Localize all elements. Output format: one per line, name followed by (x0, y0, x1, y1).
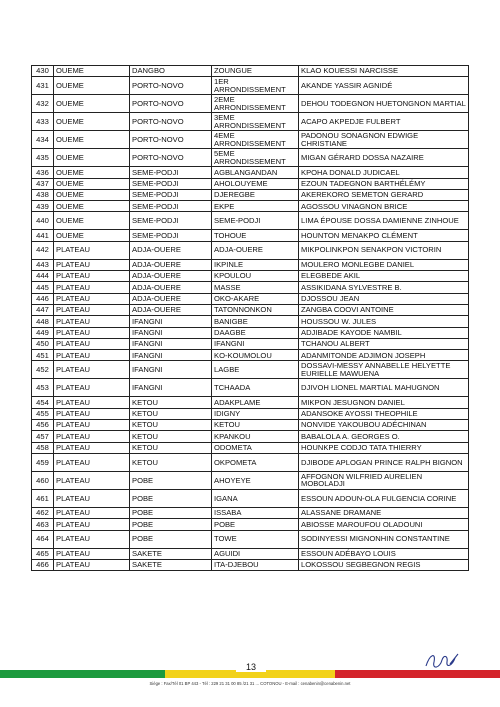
person-name: MIGAN GÉRARD DOSSA NAZAIRE (299, 149, 469, 167)
table-row (32, 304, 469, 315)
arrondissement: ADAKPLAME (212, 397, 299, 408)
department: PLATEAU (54, 471, 130, 489)
table-body (32, 66, 469, 571)
department: PLATEAU (54, 397, 130, 408)
department: PLATEAU (54, 507, 130, 518)
table-row (32, 530, 469, 548)
department: OUEME (54, 77, 130, 95)
row-number: 443 (32, 259, 54, 270)
person-name: MIKPON JESUGNON DANIEL (299, 397, 469, 408)
commune: IFANGNI (130, 338, 212, 349)
person-name: LIMA ÉPOUSE DOSSA DAMIENNE ZINHOUE (299, 212, 469, 230)
arrondissement: POBE (212, 519, 299, 530)
commune: PORTO-NOVO (130, 77, 212, 95)
row-number: 450 (32, 338, 54, 349)
department: PLATEAU (54, 442, 130, 453)
arrondissement: 3EME ARRONDISSEMENT (212, 113, 299, 131)
page-number: 13 (236, 662, 266, 672)
department: PLATEAU (54, 293, 130, 304)
stripe-green (0, 670, 165, 678)
department: PLATEAU (54, 453, 130, 471)
row-number: 449 (32, 327, 54, 338)
arrondissement: 5EME ARRONDISSEMENT (212, 149, 299, 167)
row-number: 458 (32, 442, 54, 453)
department: PLATEAU (54, 431, 130, 442)
row-number: 451 (32, 350, 54, 361)
person-name: ALASSANE DRAMANE (299, 507, 469, 518)
commune: SEME-PODJI (130, 178, 212, 189)
results-table (31, 65, 469, 571)
table-row (32, 361, 469, 379)
table-row (32, 259, 469, 270)
department: PLATEAU (54, 350, 130, 361)
person-name: AKEREKORO SEMETON GERARD (299, 189, 469, 200)
row-number: 452 (32, 361, 54, 379)
commune: POBE (130, 530, 212, 548)
table-row (32, 316, 469, 327)
person-name: MOULERO MONLEGBE DANIEL (299, 259, 469, 270)
row-number: 437 (32, 178, 54, 189)
arrondissement: AHOLOUYEME (212, 178, 299, 189)
arrondissement: ADJA-OUERE (212, 241, 299, 259)
row-number: 459 (32, 453, 54, 471)
table-row (32, 397, 469, 408)
arrondissement: IKPINLE (212, 259, 299, 270)
arrondissement: DJEREGBE (212, 189, 299, 200)
row-number: 463 (32, 519, 54, 530)
row-number: 453 (32, 379, 54, 397)
commune: SEME-PODJI (130, 212, 212, 230)
row-number: 454 (32, 397, 54, 408)
row-number: 431 (32, 77, 54, 95)
commune: KETOU (130, 397, 212, 408)
row-number: 447 (32, 304, 54, 315)
person-name: SODINYESSI MIGNONHIN CONSTANTINE (299, 530, 469, 548)
row-number: 448 (32, 316, 54, 327)
department: PLATEAU (54, 489, 130, 507)
person-name: DJIVOH LIONEL MARTIAL MAHUGNON (299, 379, 469, 397)
table-row (32, 338, 469, 349)
department: PLATEAU (54, 338, 130, 349)
commune: IFANGNI (130, 327, 212, 338)
person-name: PADONOU SONAGNON EDWIGE CHRISTIANE (299, 131, 469, 149)
person-name: AGOSSOU VINAGNON BRICE (299, 201, 469, 212)
table-row (32, 66, 469, 77)
commune: KETOU (130, 442, 212, 453)
person-name: BABALOLA A. GEORGES O. (299, 431, 469, 442)
department: PLATEAU (54, 327, 130, 338)
arrondissement: 4EME ARRONDISSEMENT (212, 131, 299, 149)
commune: PORTO-NOVO (130, 131, 212, 149)
department: OUEME (54, 113, 130, 131)
department: OUEME (54, 178, 130, 189)
table-row (32, 212, 469, 230)
arrondissement: ODOMETA (212, 442, 299, 453)
arrondissement: LAGBE (212, 361, 299, 379)
table-row (32, 519, 469, 530)
arrondissement: 2EME ARRONDISSEMENT (212, 95, 299, 113)
department: OUEME (54, 212, 130, 230)
table-row (32, 131, 469, 149)
person-name: HOUNKPE CODJO TATA THIERRY (299, 442, 469, 453)
table-row (32, 471, 469, 489)
table-row (32, 293, 469, 304)
person-name: MIKPOLINKPON SENAKPON VICTORIN (299, 241, 469, 259)
person-name: ADANMITONDE ADJIMON JOSEPH (299, 350, 469, 361)
person-name: AKANDE YASSIR AGNIDÉ (299, 77, 469, 95)
table-row (32, 189, 469, 200)
arrondissement: TOHOUE (212, 230, 299, 241)
commune: PORTO-NOVO (130, 95, 212, 113)
commune: KETOU (130, 431, 212, 442)
table-row (32, 201, 469, 212)
row-number: 446 (32, 293, 54, 304)
department: PLATEAU (54, 271, 130, 282)
commune: POBE (130, 519, 212, 530)
department: PLATEAU (54, 316, 130, 327)
table-row (32, 379, 469, 397)
commune: IFANGNI (130, 316, 212, 327)
person-name: ESSOUN ADOUN-OLA FULGENCIA CORINE (299, 489, 469, 507)
row-number: 444 (32, 271, 54, 282)
table-row (32, 327, 469, 338)
department: PLATEAU (54, 420, 130, 431)
department: OUEME (54, 149, 130, 167)
department: PLATEAU (54, 304, 130, 315)
arrondissement: KPANKOU (212, 431, 299, 442)
row-number: 435 (32, 149, 54, 167)
table-row (32, 149, 469, 167)
row-number: 455 (32, 408, 54, 419)
commune: IFANGNI (130, 379, 212, 397)
commune: PORTO-NOVO (130, 149, 212, 167)
person-name: ADJIBADE KAYODE NAMBIL (299, 327, 469, 338)
arrondissement: KPOULOU (212, 271, 299, 282)
row-number: 434 (32, 131, 54, 149)
department: PLATEAU (54, 519, 130, 530)
table-row (32, 507, 469, 518)
department: PLATEAU (54, 379, 130, 397)
commune: SEME-PODJI (130, 189, 212, 200)
row-number: 440 (32, 212, 54, 230)
person-name: ZANGBA COOVI ANTOINE (299, 304, 469, 315)
department: OUEME (54, 189, 130, 200)
row-number: 441 (32, 230, 54, 241)
department: PLATEAU (54, 361, 130, 379)
row-number: 465 (32, 548, 54, 559)
department: OUEME (54, 230, 130, 241)
arrondissement: OKPOMETA (212, 453, 299, 471)
row-number: 430 (32, 66, 54, 77)
row-number: 439 (32, 201, 54, 212)
commune: ADJA-OUERE (130, 293, 212, 304)
person-name: NONVIDE YAKOUBOU ADÉCHINAN (299, 420, 469, 431)
person-name: DEHOU TODEGNON HUETONGNON MARTIAL (299, 95, 469, 113)
table-row (32, 431, 469, 442)
row-number: 442 (32, 241, 54, 259)
person-name: ACAPO AKPEDJE FULBERT (299, 113, 469, 131)
arrondissement: IGANA (212, 489, 299, 507)
arrondissement: IFANGNI (212, 338, 299, 349)
row-number: 456 (32, 420, 54, 431)
person-name: KPOHA DONALD JUDICAEL (299, 167, 469, 178)
stripe-red (335, 670, 500, 678)
person-name: ASSIKIDANA SYLVESTRE B. (299, 282, 469, 293)
arrondissement: KO-KOUMOLOU (212, 350, 299, 361)
arrondissement: ISSABA (212, 507, 299, 518)
row-number: 460 (32, 471, 54, 489)
person-name: EZOUN TADEGNON BARTHÉLÉMY (299, 178, 469, 189)
arrondissement: SEME-PODJI (212, 212, 299, 230)
row-number: 438 (32, 189, 54, 200)
commune: POBE (130, 471, 212, 489)
row-number: 461 (32, 489, 54, 507)
table-row (32, 77, 469, 95)
department: PLATEAU (54, 259, 130, 270)
table-row (32, 420, 469, 431)
commune: POBE (130, 507, 212, 518)
person-name: AFFOGNON WILFRIED AURELIEN MOBOLADJI (299, 471, 469, 489)
arrondissement: IDIGNY (212, 408, 299, 419)
person-name: ADANSOKE AYOSSI THEOPHILE (299, 408, 469, 419)
person-name: ESSOUN ADÉBAYO LOUIS (299, 548, 469, 559)
department: PLATEAU (54, 530, 130, 548)
arrondissement: AHOYEYE (212, 471, 299, 489)
commune: KETOU (130, 420, 212, 431)
person-name: ABIOSSE MAROUFOU OLADOUNI (299, 519, 469, 530)
table-row (32, 95, 469, 113)
table-row (32, 548, 469, 559)
row-number: 464 (32, 530, 54, 548)
table-row (32, 489, 469, 507)
department: PLATEAU (54, 548, 130, 559)
arrondissement: BANIGBE (212, 316, 299, 327)
department: PLATEAU (54, 408, 130, 419)
commune: SEME-PODJI (130, 230, 212, 241)
arrondissement: ZOUNGUE (212, 66, 299, 77)
person-name: KLAO KOUESSI NARCISSE (299, 66, 469, 77)
table-row (32, 442, 469, 453)
commune: SAKETE (130, 559, 212, 570)
department: OUEME (54, 167, 130, 178)
arrondissement: MASSE (212, 282, 299, 293)
commune: KETOU (130, 453, 212, 471)
person-name: LOKOSSOU SEGBEGNON REGIS (299, 559, 469, 570)
arrondissement: AGBLANGANDAN (212, 167, 299, 178)
commune: SEME-PODJI (130, 167, 212, 178)
commune: ADJA-OUERE (130, 282, 212, 293)
arrondissement: DAAGBE (212, 327, 299, 338)
department: OUEME (54, 201, 130, 212)
arrondissement: EKPE (212, 201, 299, 212)
arrondissement: 1ER ARRONDISSEMENT (212, 77, 299, 95)
table-row (32, 408, 469, 419)
commune: PORTO-NOVO (130, 113, 212, 131)
person-name: DJIBODE APLOGAN PRINCE RALPH BIGNON (299, 453, 469, 471)
department: PLATEAU (54, 241, 130, 259)
row-number: 432 (32, 95, 54, 113)
table-row (32, 453, 469, 471)
department: PLATEAU (54, 559, 130, 570)
row-number: 436 (32, 167, 54, 178)
row-number: 433 (32, 113, 54, 131)
row-number: 445 (32, 282, 54, 293)
commune: ADJA-OUERE (130, 271, 212, 282)
table-row (32, 282, 469, 293)
table-row (32, 178, 469, 189)
arrondissement: OKO-AKARE (212, 293, 299, 304)
commune: ADJA-OUERE (130, 241, 212, 259)
arrondissement: TCHAADA (212, 379, 299, 397)
commune: IFANGNI (130, 361, 212, 379)
commune: SEME-PODJI (130, 201, 212, 212)
commune: IFANGNI (130, 350, 212, 361)
commune: DANGBO (130, 66, 212, 77)
row-number: 457 (32, 431, 54, 442)
table-row (32, 113, 469, 131)
table-row (32, 241, 469, 259)
table-row (32, 167, 469, 178)
person-name: DOSSAVI-MESSY ANNABELLE HELYETTE EURIELLE MAWUENA (299, 361, 469, 379)
arrondissement: ITA-DJEBOU (212, 559, 299, 570)
person-name: HOUNTON MENAKPO CLÉMENT (299, 230, 469, 241)
person-name: HOUSSOU W. JULES (299, 316, 469, 327)
row-number: 462 (32, 507, 54, 518)
commune: ADJA-OUERE (130, 259, 212, 270)
table-row (32, 350, 469, 361)
table-row (32, 271, 469, 282)
table-row (32, 559, 469, 570)
table-row (32, 230, 469, 241)
commune: KETOU (130, 408, 212, 419)
department: OUEME (54, 66, 130, 77)
row-number: 466 (32, 559, 54, 570)
footer-contact-line: Siège : Fax/Tél 01 BP 443 - Tél : 229 21 31 00 85 /21 31 ... COTONOU - E-mail : cenabenin@cenabenin.net (149, 681, 351, 686)
commune: ADJA-OUERE (130, 304, 212, 315)
department: OUEME (54, 131, 130, 149)
commune: POBE (130, 489, 212, 507)
arrondissement: TOWE (212, 530, 299, 548)
department: PLATEAU (54, 282, 130, 293)
person-name: DJOSSOU JEAN (299, 293, 469, 304)
arrondissement: KETOU (212, 420, 299, 431)
arrondissement: TATONNONKON (212, 304, 299, 315)
department: OUEME (54, 95, 130, 113)
commune: SAKETE (130, 548, 212, 559)
arrondissement: AGUIDI (212, 548, 299, 559)
person-name: ELEGBEDE AKIL (299, 271, 469, 282)
person-name: TCHANOU ALBERT (299, 338, 469, 349)
